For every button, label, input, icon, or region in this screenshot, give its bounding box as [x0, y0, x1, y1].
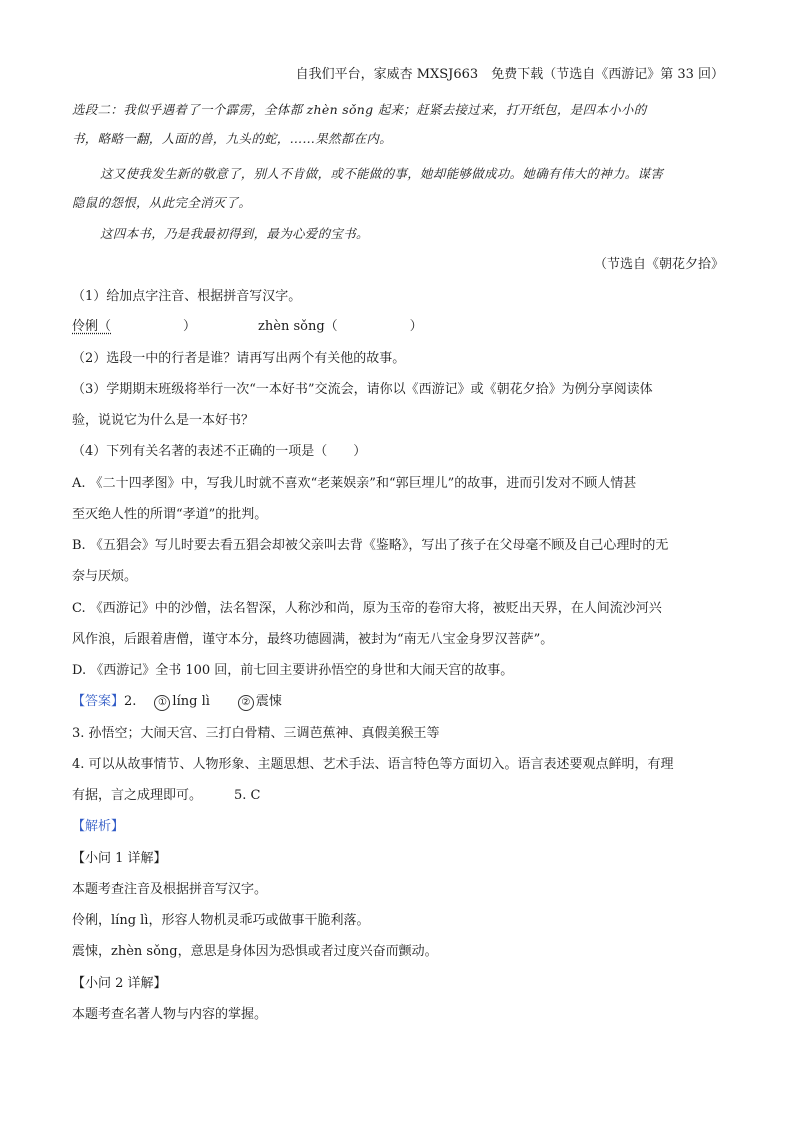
analysis-2-line1: 本题考查名著人物与内容的掌握。: [72, 1007, 268, 1022]
answer-line3: 3. 孙悟空；大闹天宫、三打白骨精、三调芭蕉神、真假美猴王等: [72, 726, 440, 741]
q1-close1: ）: [183, 319, 197, 334]
q1-word2: zhèn sǒng（: [258, 319, 338, 334]
analysis-1-line2: 伶俐，líng lì，形容人物机灵乖巧或做事干脆利落。: [72, 913, 370, 928]
answer-label: 【答案】: [72, 694, 125, 709]
sub-question-1: 【小问 1 详解】: [72, 851, 167, 866]
option-c-line2: 风作浪，后跟着唐僧，谨守本分，最终功德圆满，被封为“南无八宝金身罗汉菩萨”。: [72, 632, 554, 647]
circled-1: ①: [154, 695, 170, 711]
analysis-1-line3: 震悚，zhèn sǒng，意思是身体因为恐惧或者过度兴奋而颤动。: [72, 944, 438, 959]
option-c-line1: C. 《西游记》中的沙僧，法名智深，人称沙和尚，原为玉帝的卷帘大将，被贬出天界，在人间流沙河兴: [72, 601, 662, 616]
question-1: （1）给加点字注音、根据拼音写汉字。: [72, 289, 302, 304]
passage2-line3: 这又使我发生新的敬意了，别人不肯做，或不能做的事，她却能够做成功。她确有伟大的神力。谋害: [100, 166, 664, 181]
option-d: D. 《西游记》全书 100 回，前七回主要讲孙悟空的身世和大闹天宫的故事。: [72, 663, 514, 678]
passage2-source: （节选自《朝花夕拾》: [593, 257, 724, 272]
question-2: （2）选段一中的行者是谁？请再写出两个有关他的故事。: [72, 351, 406, 366]
passage2-line4: 隐鼠的怨恨，从此完全消灭了。: [72, 195, 252, 210]
passage2-line2: 书，略略一翻，人面的兽，九头的蛇，……果然都在内。: [72, 131, 393, 146]
answer-4b: 有据，言之成理即可。: [72, 788, 203, 803]
passage2-line5: 这四本书，乃是我最初得到，最为心爱的宝书。: [100, 226, 369, 241]
answer-1: líng lì: [172, 694, 210, 709]
answer-5: 5. C: [234, 788, 261, 803]
answer-line4a: 4. 可以从故事情节、人物形象、主题思想、艺术手法、语言特色等方面切入。语言表述要观点鲜明，有理: [72, 757, 674, 772]
header-source: 自我们平台，家威杏 MXSJ663 免费下载（节选自《西游记》第 33 回）: [295, 67, 724, 82]
analysis-1-line1: 本题考查注音及根据拼音写汉字。: [72, 882, 268, 897]
option-b-line1: B. 《五猖会》写儿时要去看五猖会却被父亲叫去背《鉴略》，写出了孩子在父母毫不顾及自己心理时的无: [72, 538, 669, 553]
question-3-line2: 验，说说它为什么是一本好书？: [72, 413, 255, 428]
option-a-line2: 至灭绝人性的所谓“孝道”的批判。: [72, 507, 268, 522]
question-1-blanks: [72, 318, 724, 336]
passage2-line1: 选段二：我似乎遇着了一个霹雳，全体都 zhèn sǒng 起来；赶紧去接过来，打开纸包，是四本小小的: [72, 102, 647, 117]
sub-question-2: 【小问 2 详解】: [72, 976, 167, 991]
option-b-line2: 奈与厌烦。: [72, 569, 138, 584]
answer-line1: [72, 693, 724, 711]
option-a-line1: A. 《二十四孝图》中，写我儿时就不喜欢“老莱娱亲”和“郭巨埋儿”的故事，进而引发对不顾人情甚: [72, 476, 637, 491]
answer-num2: 2.: [124, 694, 137, 709]
answer-line4b: [72, 787, 724, 805]
question-3-line1: （3）学期期末班级将举行一次“一本好书”交流会，请你以《西游记》或《朝花夕拾》为例分享阅读体: [72, 382, 653, 397]
question-4: （4）下列有关名著的表述不正确的一项是（ ）: [72, 444, 367, 459]
answer-2: 震悚: [255, 694, 282, 709]
analysis-label: 【解析】: [72, 819, 125, 834]
q1-word1: 伶俐（: [72, 319, 112, 334]
circled-2: ②: [238, 695, 254, 711]
q1-close2: ）: [409, 319, 423, 334]
